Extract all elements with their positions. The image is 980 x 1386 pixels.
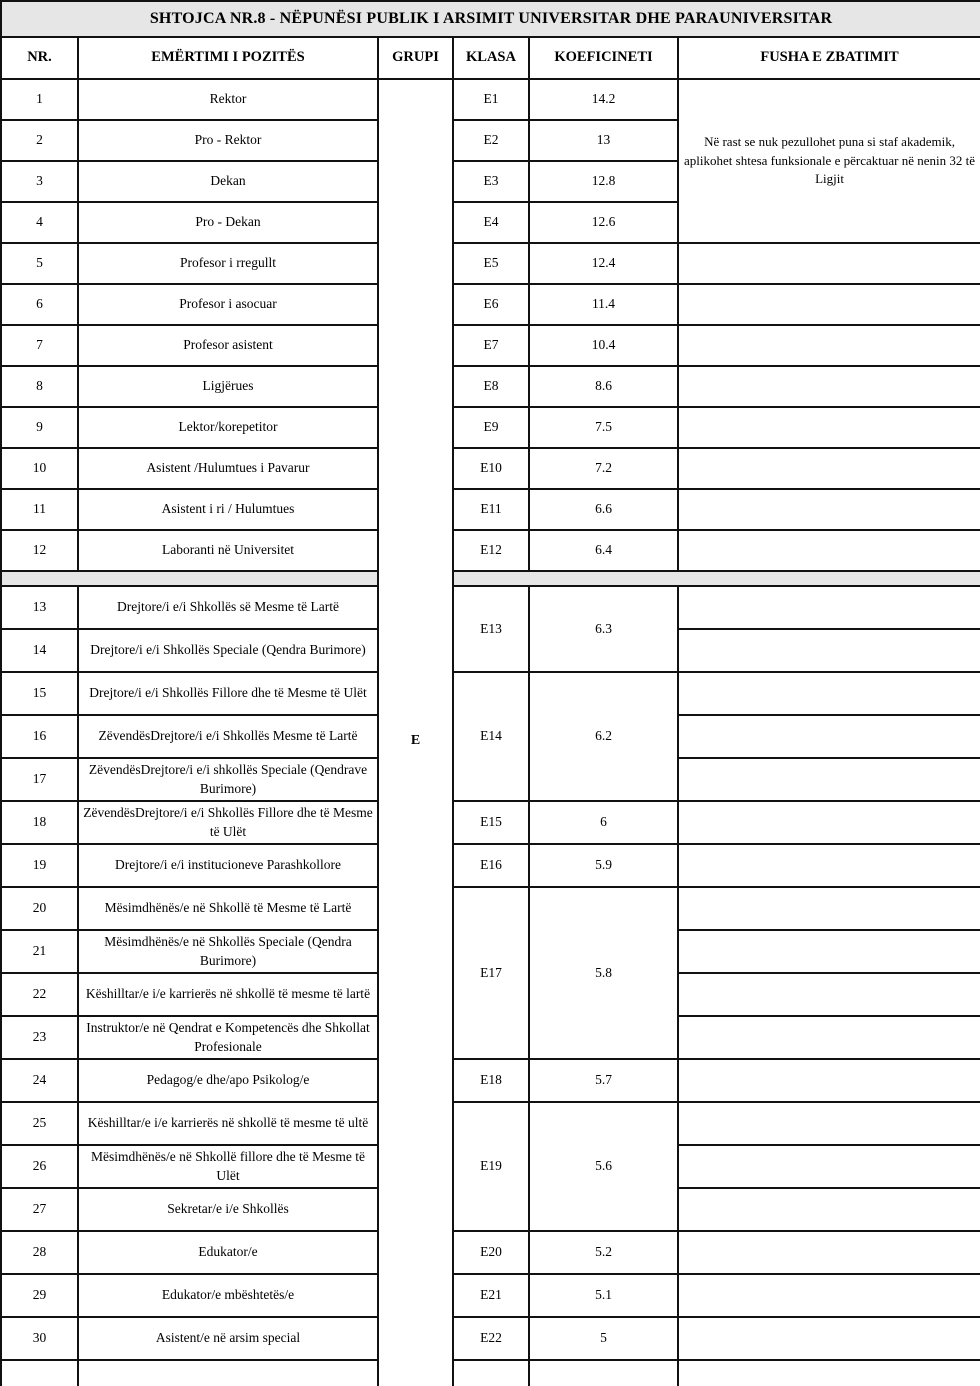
row-koef: 5.1: [529, 1274, 678, 1317]
fusha-cell: [678, 1059, 980, 1102]
row-nr: 28: [1, 1231, 78, 1274]
row-position: Mësimdhënës/e në Shkollës Speciale (Qendra Burimore): [78, 930, 378, 973]
table-row: [1, 530, 980, 571]
row-position: [78, 1360, 378, 1386]
table-row: [1, 407, 980, 448]
row-koef: 5.8: [529, 887, 678, 1059]
row-position: ZëvendësDrejtore/i e/i Shkollës Fillore dhe të Mesme të Ulët: [78, 801, 378, 844]
row-klasa: E9: [453, 407, 529, 448]
row-nr: [1, 1360, 78, 1386]
separator-left: [1, 571, 378, 586]
fusha-cell: [678, 1317, 980, 1360]
fusha-cell: [678, 973, 980, 1016]
row-nr: 24: [1, 1059, 78, 1102]
row-nr: 25: [1, 1102, 78, 1145]
row-position: Pro - Rektor: [78, 120, 378, 161]
row-koef: 6: [529, 801, 678, 844]
row-klasa: E2: [453, 120, 529, 161]
row-position: Drejtore/i e/i Shkollës së Mesme të Lartë: [78, 586, 378, 629]
row-position: Pedagog/e dhe/apo Psikolog/e: [78, 1059, 378, 1102]
row-nr: 4: [1, 202, 78, 243]
fusha-cell: [678, 629, 980, 672]
row-nr: 18: [1, 801, 78, 844]
fusha-cell: [678, 366, 980, 407]
table-row-cutoff: [1, 1360, 980, 1386]
fusha-cell: [678, 1102, 980, 1145]
row-klasa: [453, 1360, 529, 1386]
fusha-cell: [678, 1231, 980, 1274]
table-row: [1, 844, 980, 887]
row-klasa: E7: [453, 325, 529, 366]
table-row: [1, 448, 980, 489]
row-klasa: E19: [453, 1102, 529, 1231]
table-row: [1, 284, 980, 325]
fusha-cell: [678, 1274, 980, 1317]
fusha-cell: [678, 930, 980, 973]
row-position: Drejtore/i e/i institucioneve Parashkollore: [78, 844, 378, 887]
row-nr: 13: [1, 586, 78, 629]
row-position: Lektor/korepetitor: [78, 407, 378, 448]
row-koef: 13: [529, 120, 678, 161]
table-title: SHTOJCA NR.8 - NËPUNËSI PUBLIK I ARSIMIT UNIVERSITAR DHE PARAUNIVERSITAR: [1, 1, 980, 37]
row-nr: 20: [1, 887, 78, 930]
row-koef: 12.4: [529, 243, 678, 284]
row-koef: 6.4: [529, 530, 678, 571]
row-koef: 11.4: [529, 284, 678, 325]
fusha-cell: [678, 758, 980, 801]
fusha-cell: [678, 448, 980, 489]
group-cell: E: [378, 79, 453, 1386]
table-row: [1, 489, 980, 530]
fusha-cell: [678, 284, 980, 325]
row-koef: 7.2: [529, 448, 678, 489]
row-nr: 23: [1, 1016, 78, 1059]
row-position: Profesor asistent: [78, 325, 378, 366]
row-koef: 8.6: [529, 366, 678, 407]
fusha-cell: [678, 801, 980, 844]
row-nr: 26: [1, 1145, 78, 1188]
fusha-cell: [678, 844, 980, 887]
header-klasa: KLASA: [453, 37, 529, 79]
row-position: Edukator/e mbështetës/e: [78, 1274, 378, 1317]
fusha-cell: [678, 887, 980, 930]
table-row: [1, 672, 980, 715]
section-separator: [1, 571, 980, 586]
row-nr: 7: [1, 325, 78, 366]
row-nr: 27: [1, 1188, 78, 1231]
row-nr: 10: [1, 448, 78, 489]
row-klasa: E3: [453, 161, 529, 202]
fusha-note: Në rast se nuk pezullohet puna si staf akademik, aplikohet shtesa funksionale e përcaktuar në nenin 32 të Ligjit: [678, 79, 980, 243]
fusha-cell: [678, 1188, 980, 1231]
row-koef: 12.6: [529, 202, 678, 243]
row-koef: 5.9: [529, 844, 678, 887]
separator-right: [453, 571, 980, 586]
row-position: Rektor: [78, 79, 378, 120]
row-nr: 2: [1, 120, 78, 161]
row-nr: 9: [1, 407, 78, 448]
row-klasa: E14: [453, 672, 529, 801]
row-position: Asistent /Hulumtues i Pavarur: [78, 448, 378, 489]
row-position: Drejtore/i e/i Shkollës Fillore dhe të Mesme të Ulët: [78, 672, 378, 715]
row-position: Mësimdhënës/e në Shkollë të Mesme të Lartë: [78, 887, 378, 930]
row-position: Mësimdhënës/e në Shkollë fillore dhe të Mesme të Ulët: [78, 1145, 378, 1188]
table-row: [1, 887, 980, 930]
row-position: Sekretar/e i/e Shkollës: [78, 1188, 378, 1231]
row-klasa: E21: [453, 1274, 529, 1317]
row-position: Drejtore/i e/i Shkollës Speciale (Qendra Burimore): [78, 629, 378, 672]
row-koef: 6.3: [529, 586, 678, 672]
fusha-cell: [678, 489, 980, 530]
row-position: Instruktor/e në Qendrat e Kompetencës dhe Shkollat Profesionale: [78, 1016, 378, 1059]
row-klasa: E15: [453, 801, 529, 844]
row-klasa: E4: [453, 202, 529, 243]
fusha-cell: [678, 530, 980, 571]
row-nr: 16: [1, 715, 78, 758]
row-klasa: E13: [453, 586, 529, 672]
row-nr: 15: [1, 672, 78, 715]
row-position: Laboranti në Universitet: [78, 530, 378, 571]
table-row: [1, 1274, 980, 1317]
row-klasa: E18: [453, 1059, 529, 1102]
row-klasa: E6: [453, 284, 529, 325]
table-row: [1, 79, 980, 120]
header-fusha: FUSHA E ZBATIMIT: [678, 37, 980, 79]
header-row: [1, 37, 980, 79]
table-row: [1, 1231, 980, 1274]
row-position: ZëvendësDrejtore/i e/i Shkollës Mesme të Lartë: [78, 715, 378, 758]
row-position: Dekan: [78, 161, 378, 202]
fusha-cell: [678, 586, 980, 629]
row-koef: 5.2: [529, 1231, 678, 1274]
fusha-cell: [678, 243, 980, 284]
fusha-cell: [678, 407, 980, 448]
row-nr: 12: [1, 530, 78, 571]
row-position: ZëvendësDrejtore/i e/i shkollës Speciale (Qendrave Burimore): [78, 758, 378, 801]
row-klasa: E12: [453, 530, 529, 571]
row-klasa: E1: [453, 79, 529, 120]
row-koef: 5.7: [529, 1059, 678, 1102]
row-klasa: E11: [453, 489, 529, 530]
row-position: Pro - Dekan: [78, 202, 378, 243]
row-nr: 14: [1, 629, 78, 672]
row-koef: 5.6: [529, 1102, 678, 1231]
row-position: Profesor i rregullt: [78, 243, 378, 284]
table-row: [1, 801, 980, 844]
row-koef: 6.2: [529, 672, 678, 801]
row-nr: 11: [1, 489, 78, 530]
row-nr: 6: [1, 284, 78, 325]
row-position: Asistent/e në arsim special: [78, 1317, 378, 1360]
row-koef: 12.8: [529, 161, 678, 202]
row-klasa: E20: [453, 1231, 529, 1274]
table-row: [1, 325, 980, 366]
header-koeficienti: KOEFICINETI: [529, 37, 678, 79]
row-position: Ligjërues: [78, 366, 378, 407]
row-nr: 3: [1, 161, 78, 202]
fusha-cell: [678, 672, 980, 715]
table-row: [1, 1317, 980, 1360]
row-koef: [529, 1360, 678, 1386]
row-nr: 8: [1, 366, 78, 407]
row-klasa: E17: [453, 887, 529, 1059]
row-position: Asistent i ri / Hulumtues: [78, 489, 378, 530]
header-nr: NR.: [1, 37, 78, 79]
row-position: Profesor i asocuar: [78, 284, 378, 325]
row-nr: 29: [1, 1274, 78, 1317]
row-koef: 14.2: [529, 79, 678, 120]
row-nr: 22: [1, 973, 78, 1016]
table-row: [1, 366, 980, 407]
row-position: Këshilltar/e i/e karrierës në shkollë të mesme të lartë: [78, 973, 378, 1016]
row-nr: 30: [1, 1317, 78, 1360]
row-klasa: E8: [453, 366, 529, 407]
header-grupi: GRUPI: [378, 37, 453, 79]
row-klasa: E22: [453, 1317, 529, 1360]
table-row: [1, 1102, 980, 1145]
fusha-cell: [678, 1016, 980, 1059]
table-row: [1, 586, 980, 629]
fusha-cell: [678, 715, 980, 758]
row-klasa: E5: [453, 243, 529, 284]
row-koef: 5: [529, 1317, 678, 1360]
row-koef: 6.6: [529, 489, 678, 530]
fusha-cell: [678, 1145, 980, 1188]
row-nr: 21: [1, 930, 78, 973]
row-nr: 5: [1, 243, 78, 284]
table-row: [1, 243, 980, 284]
fusha-cell: [678, 325, 980, 366]
table-row: [1, 1059, 980, 1102]
row-klasa: E16: [453, 844, 529, 887]
row-nr: 17: [1, 758, 78, 801]
row-koef: 10.4: [529, 325, 678, 366]
row-koef: 7.5: [529, 407, 678, 448]
row-position: Këshilltar/e i/e karrierës në shkollë të mesme të ultë: [78, 1102, 378, 1145]
row-position: Edukator/e: [78, 1231, 378, 1274]
row-nr: 19: [1, 844, 78, 887]
fusha-cell: [678, 1360, 980, 1386]
header-emertimi: EMËRTIMI I POZITËS: [78, 37, 378, 79]
row-nr: 1: [1, 79, 78, 120]
row-klasa: E10: [453, 448, 529, 489]
